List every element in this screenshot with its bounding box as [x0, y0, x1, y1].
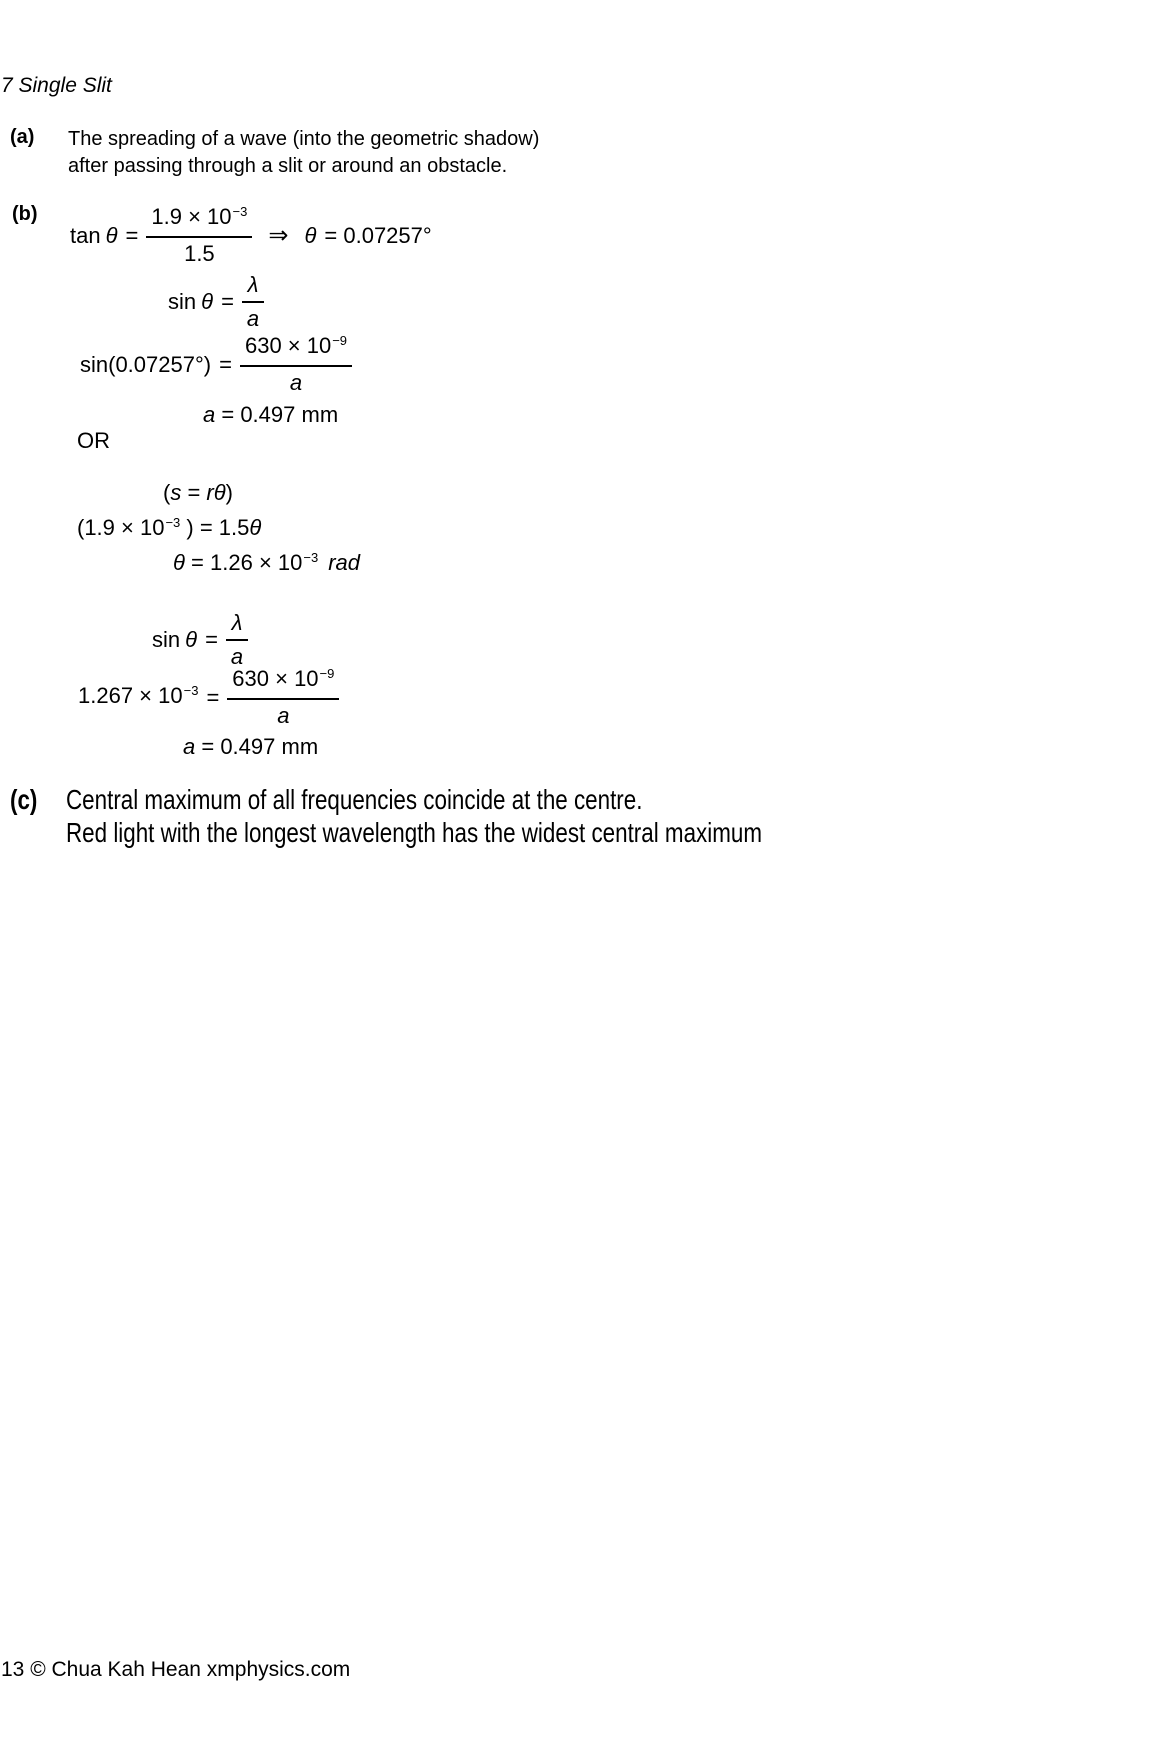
sin-value-lhs: sin(0.07257°)	[80, 351, 212, 377]
slit-width-symbol: a	[203, 402, 216, 427]
sin-function: sin	[152, 627, 181, 652]
part-a-label: (a)	[10, 126, 35, 148]
exponent: −3	[165, 515, 181, 530]
section-a	[10, 126, 539, 180]
equation-sin-lambda	[168, 272, 264, 332]
r-theta-symbols: rθ	[206, 480, 226, 505]
theta-symbol: θ	[173, 550, 185, 575]
page-footer: 13 © Chua Kah Hean xmphysics.com	[1, 1658, 351, 1681]
equation-arc-substitution	[77, 515, 261, 544]
equation-sin-value	[80, 333, 352, 396]
equals-sign: =	[205, 627, 218, 652]
part-b-label: (b)	[12, 203, 38, 225]
equation-a-result	[203, 402, 338, 428]
theta-symbol: θ	[201, 289, 214, 314]
exponent: −3	[303, 550, 319, 565]
close-paren: )	[225, 480, 233, 505]
numerator-exponent: −9	[332, 333, 348, 348]
equation-arc-formula	[163, 480, 233, 506]
fraction	[242, 272, 264, 332]
arc-sub-base: (1.9 × 10	[77, 515, 165, 540]
open-paren: (	[163, 480, 171, 505]
numerator-base: 630 × 10	[232, 666, 319, 691]
fraction	[146, 204, 252, 267]
denominator: 1.5	[146, 236, 252, 267]
numerator-base: 630 × 10	[244, 333, 332, 358]
lambda-symbol: λ	[231, 610, 243, 635]
fraction	[227, 666, 339, 729]
theta-symbol: θ	[304, 222, 317, 248]
theta-result: = 0.07257°	[324, 222, 432, 248]
equals-sign: =	[206, 684, 220, 710]
numerator-base: 1.9 × 10	[151, 204, 232, 229]
slit-width-symbol: a	[183, 734, 196, 759]
equals-sign: =	[221, 289, 234, 314]
lhs-base: 1.267 × 10	[78, 683, 183, 708]
radian-unit: rad	[328, 550, 360, 575]
slit-width-symbol: a	[227, 698, 339, 729]
part-c-text	[66, 783, 762, 849]
part-a-line1: The spreading of a wave (into the geometric shadow)	[68, 128, 540, 150]
numerator	[240, 333, 352, 365]
equals-sign: =	[219, 351, 232, 377]
theta-symbol: θ	[185, 627, 198, 652]
lambda-symbol: λ	[247, 272, 259, 297]
tan-function: tan	[70, 222, 101, 248]
equation-tan-theta	[70, 204, 432, 267]
part-a-line2: after passing through a slit or around an obstacle.	[68, 155, 508, 177]
arc-sub-mid: ) = 1.5	[180, 515, 250, 540]
lhs-exponent: −3	[183, 683, 199, 698]
fraction	[240, 333, 352, 396]
numerator	[227, 666, 339, 698]
slit-width-symbol: a	[240, 365, 352, 396]
equation-a-result-2	[183, 734, 318, 760]
a-result-value: = 0.497 mm	[215, 402, 339, 427]
part-c-line2: Red light with the longest wavelength has the widest central maximum	[66, 817, 762, 848]
a-result-value: = 0.497 mm	[195, 734, 319, 759]
equals-sign: =	[181, 480, 207, 505]
implies-arrow-icon: ⇒	[268, 221, 289, 249]
numerator	[146, 204, 252, 236]
part-c-label: (c)	[10, 784, 38, 815]
slit-width-symbol: a	[226, 639, 248, 670]
part-a-text	[68, 126, 539, 180]
page-title: 7 Single Slit	[1, 74, 112, 97]
equals-sign: =	[125, 222, 139, 248]
theta-value: = 1.26 × 10	[184, 550, 303, 575]
equation-theta-result	[173, 550, 360, 579]
arc-length-symbol: s	[170, 480, 182, 505]
equation-sin-substitution	[78, 666, 339, 729]
fraction	[226, 610, 248, 670]
part-c-line1: Central maximum of all frequencies coincide at the centre.	[66, 784, 643, 815]
slit-width-symbol: a	[242, 301, 264, 332]
theta-symbol: θ	[105, 222, 118, 248]
sin-function: sin	[168, 289, 197, 314]
section-c	[10, 783, 762, 849]
or-label: OR	[77, 428, 110, 453]
equation-sin-lambda-2	[152, 610, 248, 670]
numerator-exponent: −9	[319, 666, 335, 681]
numerator-exponent: −3	[232, 204, 248, 219]
lhs	[78, 683, 198, 712]
theta-symbol: θ	[249, 515, 262, 540]
